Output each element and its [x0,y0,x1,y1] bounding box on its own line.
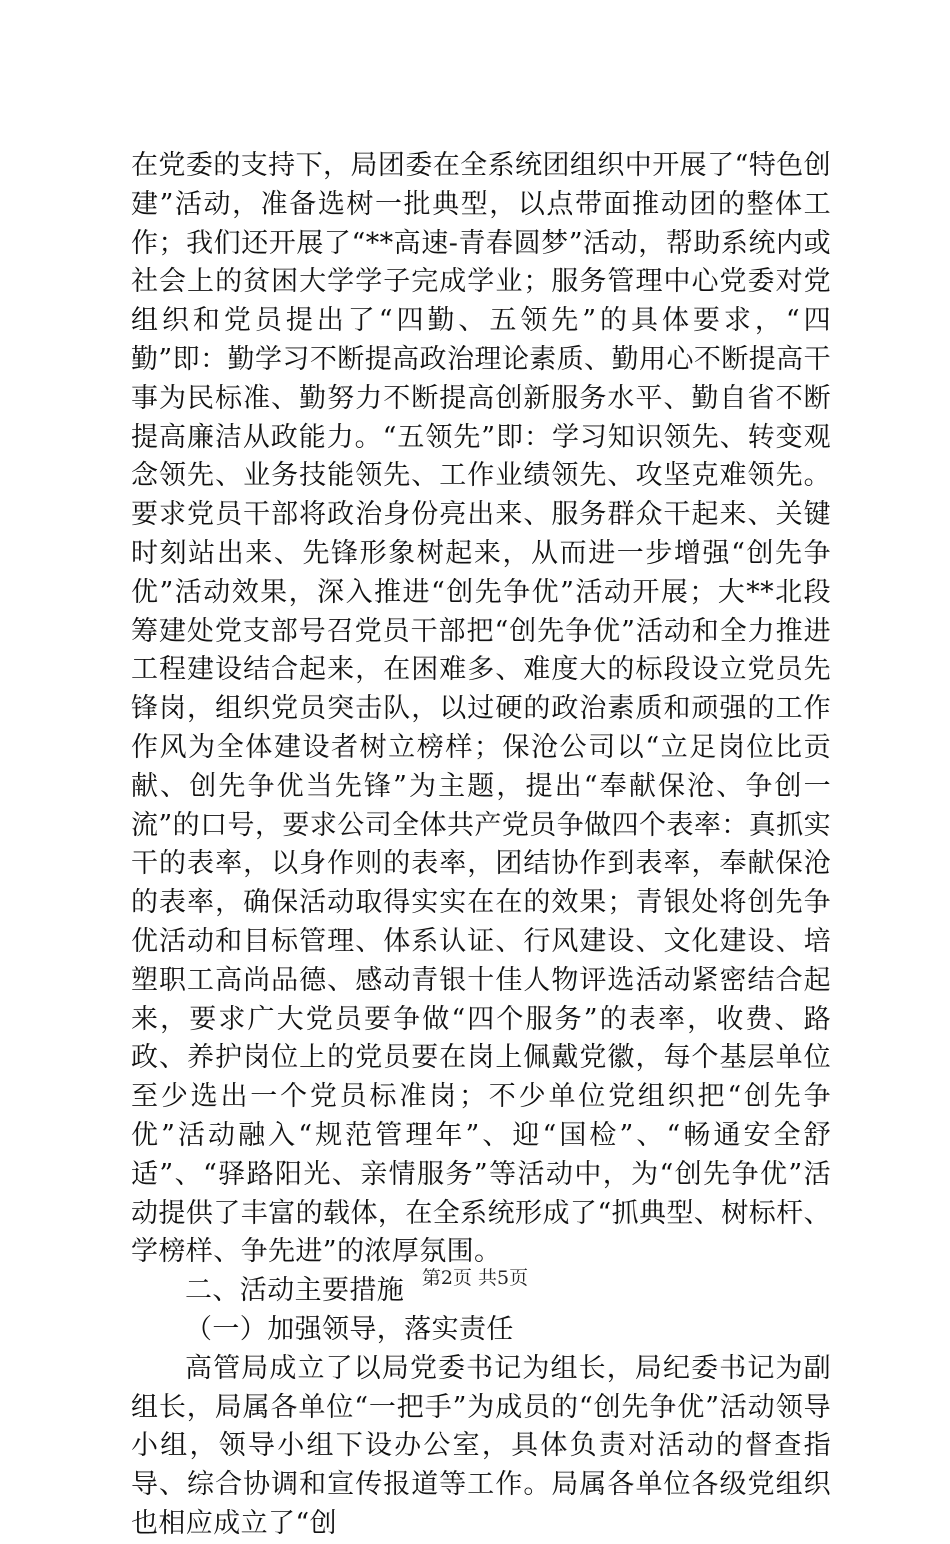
section-heading: 二、活动主要措施 [185,1275,405,1307]
paragraph-continuation: 在党委的支持下，局团委在全系统团组织中开展了“特色创建”活动，准备选树一批典型，以点带面推动团的整体工作；我们还开展了“**高速-青春圆梦”活动，帮助系统内或社会上的贫困大学学子完成学业；服务管理中心党委对党组织和党员提出了“四勤、五领先”的具体要求，“四勤”即：勤学习不断提高政治理论素质、勤用心不断提高干事为民标准、勤努力不断提高创新服务水平、勤自省不断提高廉洁从政能力。“五领先”即：学习知识领先、转变观念领先、业务技能领先、工作业绩领先、攻坚克难领先。要求党员干部将政治身份亮出来、服务群众干起来、关键时刻站出来、先锋形象树起来，从而进一步增强“创先争优”活动效果，深入推进“创先争优”活动开展；大**北段筹建处党支部号召党员干部把“创先争优”活动和全力推进工程建设结合起来，在困难多、难度大的标段设立党员先锋岗，组织党员突击队，以过硬的政治素质和顽强的工作作风为全体建设者树立榜样；保沧公司以“立足岗位比贡献、创先争优当先锋”为主题，提出“奉献保沧、争创一流”的口号，要求公司全体共产党员争做四个表率：真抓实干的表率，以身作则的表率，团结协作到表率，奉献保沧的表率，确保活动取得实实在在的效果；青银处将创先争优活动和目标管理、体系认证、行风建设、文化建设、培塑职工高尚品德、感动青银十佳人物评选活动紧密结合起来，要求广大党员要争做“四个服务”的表率，收费、路政、养护岗位上的党员要在岗上佩戴党徽，每个基层单位至少选出一个党员标准岗；不少单位党组织把“创先争优”活动融入“规范管理年”、迎“国检”、“畅通安全舒适”、“驿路阳光、亲情服务”等活动中，为“创先争优”活动提供了丰富的载体，在全系统形成了“抓典型、树标杆、学榜样、争先进”的浓厚氛围。 [131,150,831,1268]
document-body [131,147,831,1544]
subsection-heading: （一）加强领导，落实责任 [185,1313,514,1345]
paragraph: 高管局成立了以局党委书记为组长，局纪委书记为副组长，局属各单位“一把手”为成员的“创先争优”活动领导小组，领导小组下设办公室，具体负责对活动的督查指导、综合协调和宣传报道等工作。局属各单位各级党组织也相应成立了“创 [131,1352,831,1539]
page-number-footer: 第2页 共5页 [421,1267,529,1289]
